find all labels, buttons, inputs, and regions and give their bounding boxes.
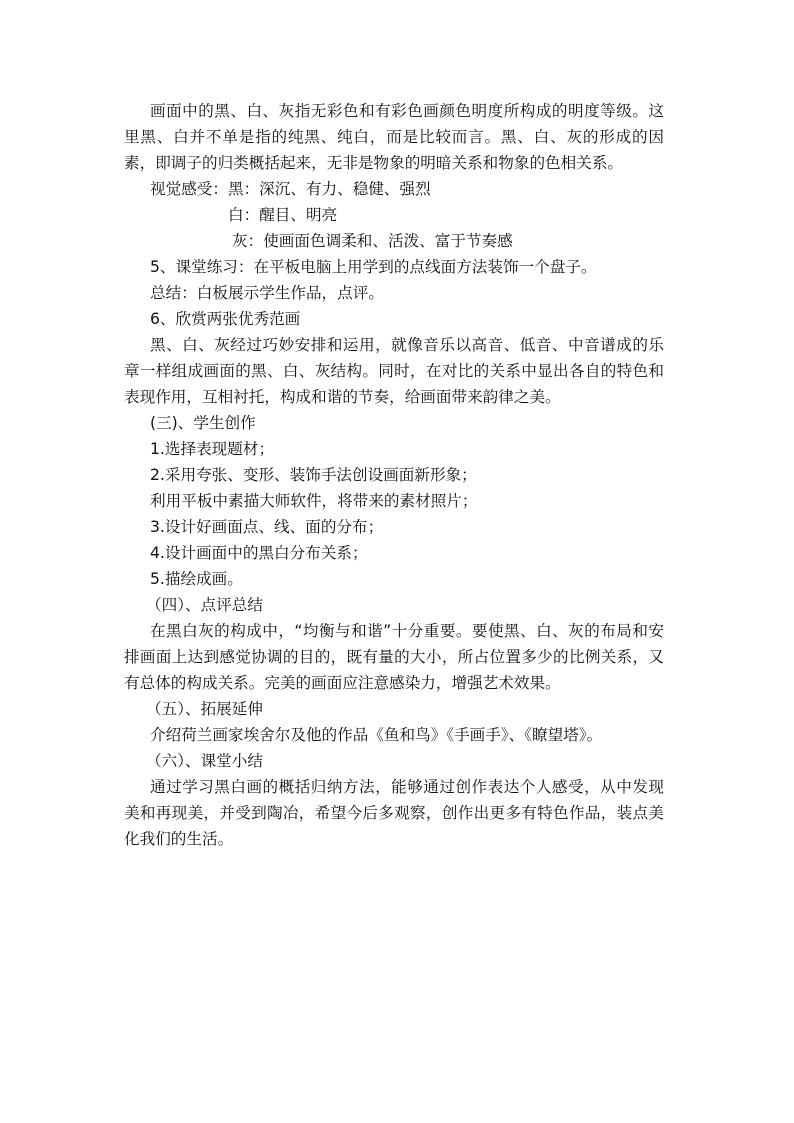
appreciate-examples: 6、欣赏两张优秀范画 <box>150 310 301 328</box>
document-body <box>124 98 664 852</box>
paragraph-conclusion: 通过学习黑白画的概括归纳方法，能够通过创作表达个人感受，从中发现美和再现美，并受到陶冶，希望今后多观察，创作出更多有特色作品，装点美化我们的生活。 <box>124 778 664 848</box>
paragraph-balance-harmony: 在黑白灰的构成中，“均衡与和谐”十分重要。要使黑、白、灰的布局和安排画面上达到感觉协调的目的，既有量的大小，所占位置多少的比例关系，又有总体的构成关系。完美的画面应注意感染力，增强艺术效果。 <box>124 622 664 692</box>
summary-line: 总结：白板展示学生作品，点评。 <box>150 284 384 302</box>
classroom-exercise: 5、课堂练习：在平板电脑上用学到的点线面方法装饰一个盘子。 <box>150 258 597 276</box>
section-class-summary: （六）、课堂小结 <box>146 752 263 770</box>
section-student-creation: (三)、学生创作 <box>150 414 256 432</box>
visual-feeling-black: 视觉感受：黑：深沉、有力、稳健、强烈 <box>150 180 431 198</box>
step-2-note: 利用平板中素描大师软件，将带来的素材照片； <box>150 492 478 510</box>
step-4: 4.设计画面中的黑白分布关系； <box>150 544 368 562</box>
step-3: 3.设计好画面点、线、面的分布； <box>150 518 384 536</box>
step-2: 2.采用夸张、变形、装饰手法创设画面新形象； <box>150 466 477 484</box>
step-1: 1.选择表现题材； <box>150 440 275 458</box>
section-review-summary: （四）、点评总结 <box>146 596 263 614</box>
visual-feeling-gray: 灰：使画面色调柔和、活泼、富于节奏感 <box>232 232 513 250</box>
paragraph-structure: 黑、白、灰经过巧妙安排和运用，就像音乐以高音、低音、中音谱成的乐章一样组成画面的黑、白、灰结构。同时，在对比的关系中显出各自的特色和表现作用，互相衬托，构成和谐的节奏，给画面带来韵律之美。 <box>124 336 664 406</box>
visual-feeling-white: 白：醒目、明亮 <box>228 206 338 224</box>
paragraph-brightness-levels: 画面中的黑、白、灰指无彩色和有彩色画颜色明度所构成的明度等级。这里黑、白并不单是指的纯黑、纯白，而是比较而言。黑、白、灰的形成的因素，即调子的归类概括起来，无非是物象的明暗关系和物象的色相关系。 <box>124 102 664 172</box>
section-extension: （五）、拓展延伸 <box>146 700 263 718</box>
escher-works: 介绍荷兰画家埃舍尔及他的作品《鱼和鸟》《手画手》、《瞭望塔》。 <box>150 726 603 744</box>
step-5: 5.描绘成画。 <box>150 570 243 588</box>
